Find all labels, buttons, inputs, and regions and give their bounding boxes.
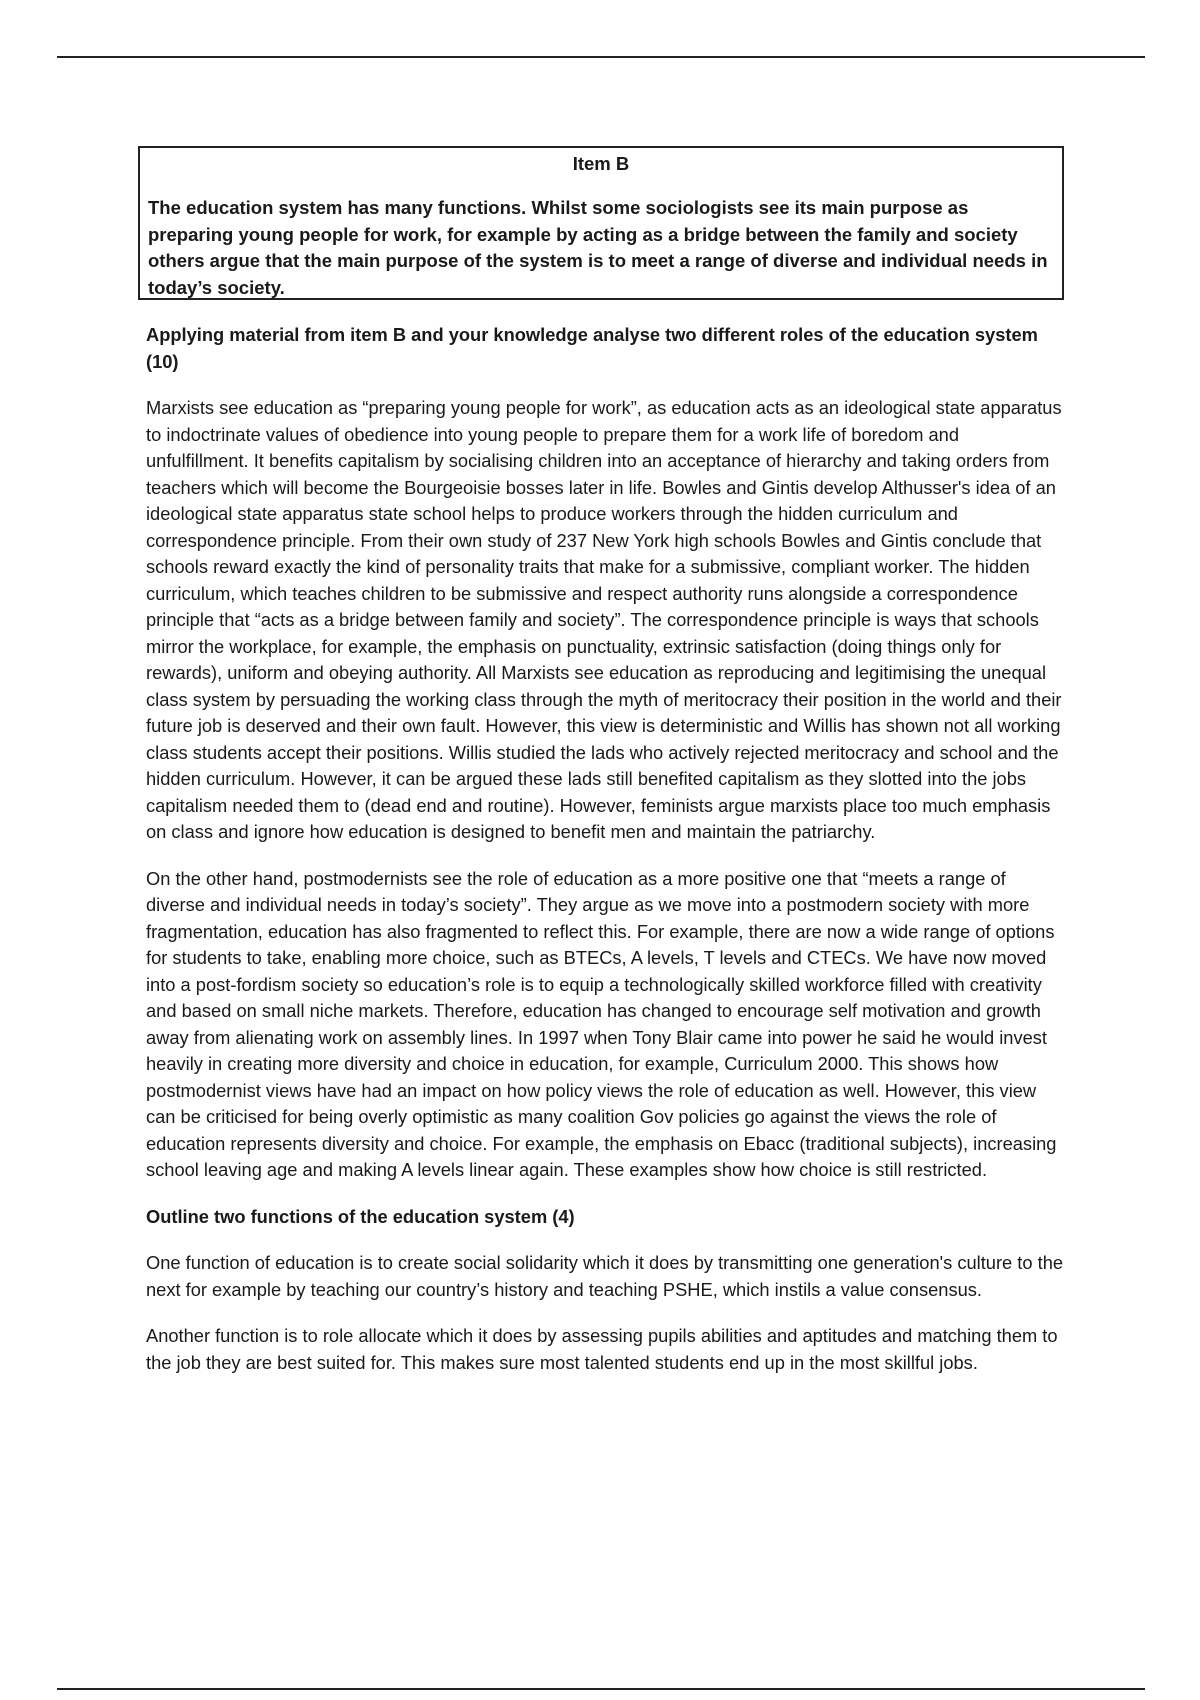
question-1: Applying material from item B and your knowledge analyse two different roles of the education system (10) [146, 324, 1038, 372]
top-rule [57, 56, 1145, 58]
answer-2-paragraph-1: One function of education is to create social solidarity which it does by transmitting one generation's culture to the next for example by teaching our country’s history and teaching PSHE, which instils a value consensus. [146, 1252, 1064, 1300]
answer-1-paragraph-2: On the other hand, postmodernists see the role of education as a more positive one that “meets a range of diverse and individual needs in today’s society”. They argue as we move into a postmodern society with more fragmentation, education has also fragmented to reflect this. For example, there are now a wide range of options for students to take, enabling more choice, such as BTECs, A levels, T levels and CTECs. We have now moved into a post-fordism society so education’s role is to equip a technologically skilled workforce filled with creativity and based on small niche markets. Therefore, education has changed to encourage self motivation and growth away from alienating work on assembly lines. In 1997 when Tony Blair came into power he said he would invest heavily in creating more diversity and choice in education, for example, Curriculum 2000. This shows how postmodernist views have had an impact on how policy views the role of education as well. However, this view can be criticised for being overly optimistic as many coalition Gov policies go against the views the role of education represents diversity and choice. For example, the emphasis on Ebacc (traditional subjects), increasing school leaving age and making A levels linear again. These examples show how choice is still restricted. [146, 867, 1057, 1180]
answer-2-paragraph-2: Another function is to role allocate which it does by assessing pupils abilities and aptitudes and matching them to the job they are best suited for. This makes sure most talented students end up in the most skillful jobs. [146, 1325, 1058, 1373]
item-b-box [138, 146, 1064, 300]
item-b-title: Item B [572, 153, 630, 174]
item-b-text: The education system has many functions. Whilst some sociologists see its main purpose as preparing young people for work, for example by acting as a bridge between the family and society others argue that the main purpose of the system is to meet a range of diverse and individual needs in today’s society. [148, 197, 1048, 298]
question-2: Outline two functions of the education system (4) [146, 1205, 575, 1227]
essay-content [146, 322, 1064, 1376]
answer-1-paragraph-1: Marxists see education as “preparing young people for work”, as education acts as an ideological state apparatus to indoctrinate values of obedience into young people to prepare them for a work life of boredom and unfulfillment. It benefits capitalism by socialising children into an acceptance of hierarchy and taking orders from teachers which will become the Bourgeoisie bosses later in life. Bowles and Gintis develop Althusser's idea of an ideological state apparatus state school helps to produce workers through the hidden curriculum and correspondence principle. From their own study of 237 New York high schools Bowles and Gintis conclude that schools reward exactly the kind of personality traits that make for a submissive, compliant worker. The hidden curriculum, which teaches children to be submissive and respect authority runs alongside a correspondence principle that “acts as a bridge between family and society”. The correspondence principle is ways that schools mirror the workplace, for example, the emphasis on punctuality, extrinsic satisfaction (doing things only for rewards), uniform and obeying authority. All Marxists see education as reproducing and legitimising the unequal class system by persuading the working class through the myth of meritocracy their position in the world and their future job is deserved and their own fault. However, this view is deterministic and Willis has shown not all working class students accept their positions. Willis studied the lads who actively rejected meritocracy and school and the hidden curriculum. However, it can be argued these lads still benefited capitalism as they slotted into the jobs capitalism needed them to (dead end and routine). However, feminists argue marxists place too much emphasis on class and ignore how education is designed to benefit men and maintain the patriarchy. [146, 397, 1062, 842]
bottom-rule [57, 1688, 1145, 1690]
